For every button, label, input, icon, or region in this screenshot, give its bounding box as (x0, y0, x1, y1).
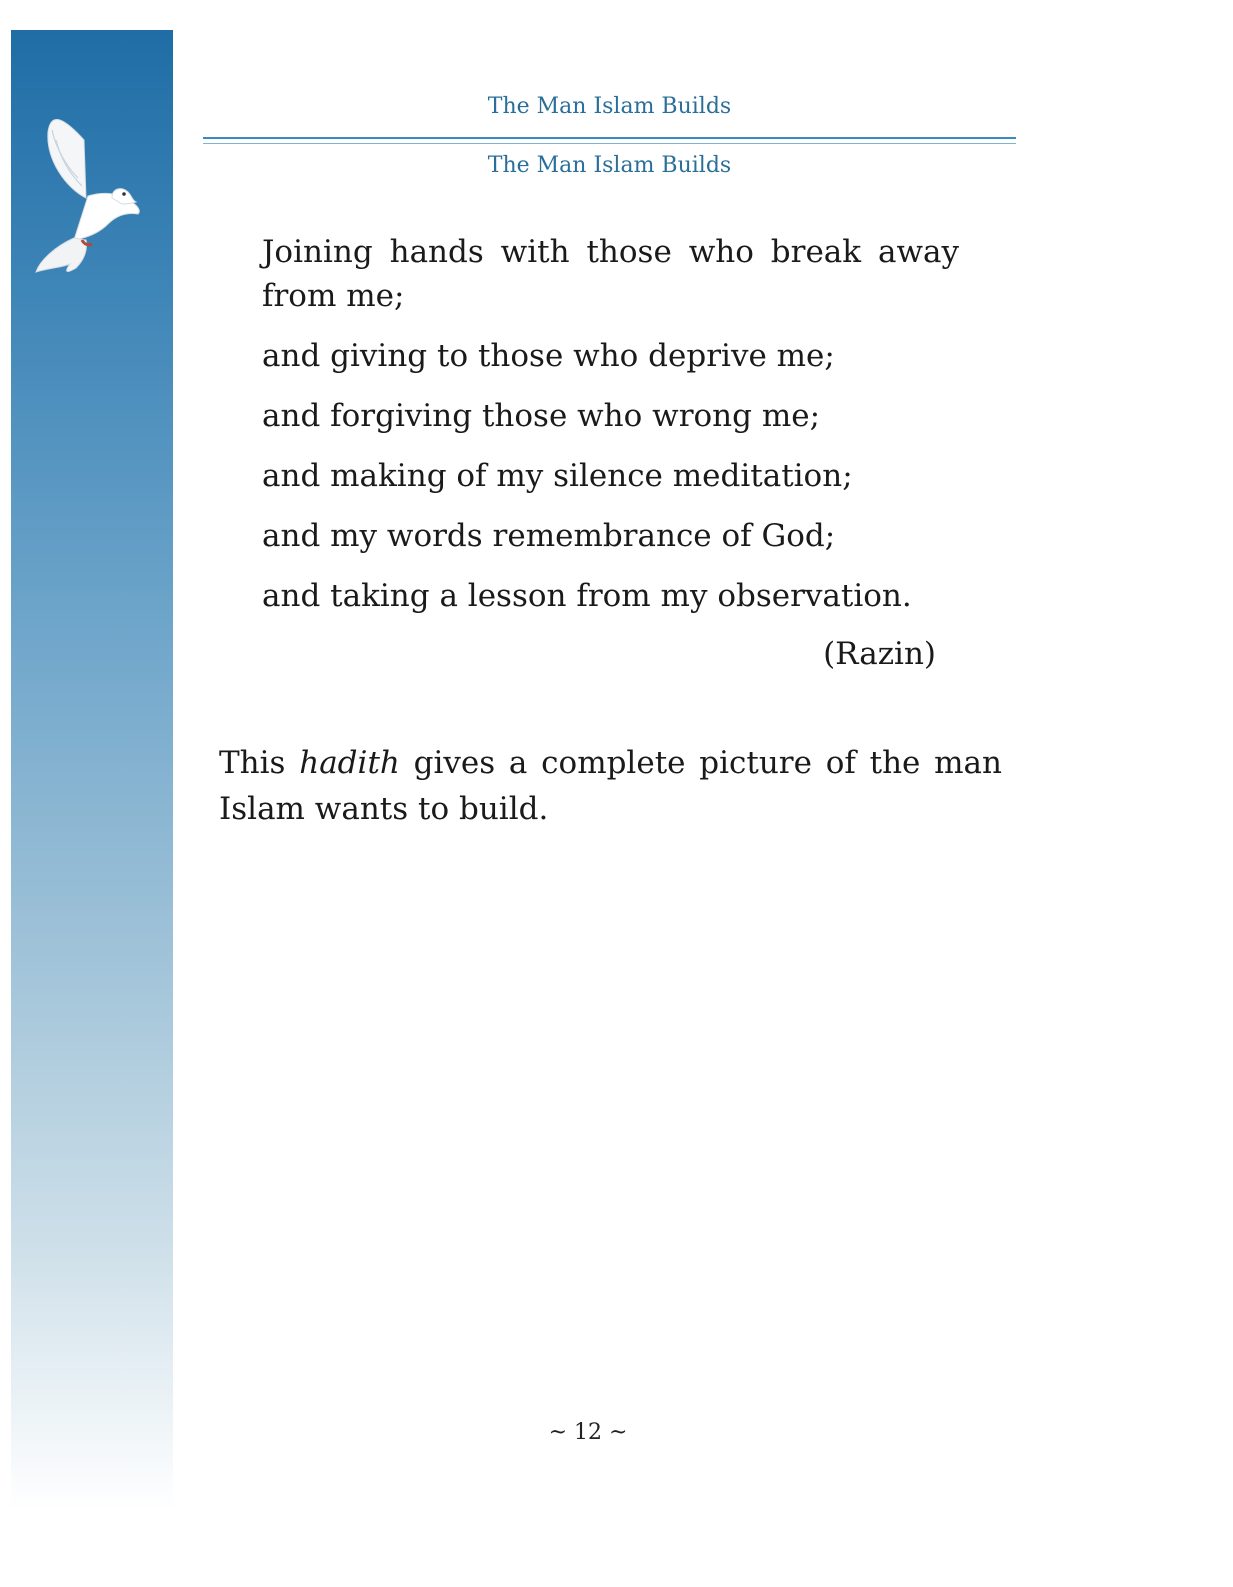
running-title-bottom: The Man Islam Builds (487, 153, 732, 178)
hadith-quote (262, 230, 959, 634)
quote-source: (Razin) (823, 636, 936, 672)
page-number: ~ 12 ~ (548, 1420, 628, 1445)
body-text-end: gives a complete picture of the man Islam wants to build. (219, 745, 1002, 827)
running-title-top: The Man Islam Builds (487, 94, 732, 119)
dove-icon (26, 100, 146, 275)
header-rule-thin (203, 143, 1016, 144)
quote-line: and my words remembrance of God; (262, 518, 836, 554)
quote-line: and taking a lesson from my observation. (262, 578, 912, 614)
quote-line: and forgiving those who wrong me; (262, 398, 821, 434)
body-paragraph (219, 740, 1002, 832)
quote-line: and making of my silence meditation; (262, 458, 853, 494)
quote-line: and giving to those who deprive me; (262, 338, 835, 374)
quote-line: Joining hands with those who break away from me; (262, 234, 959, 314)
header-rule-thick (203, 137, 1016, 139)
body-text-start: This (219, 745, 300, 781)
body-italic-term: hadith (299, 745, 400, 781)
